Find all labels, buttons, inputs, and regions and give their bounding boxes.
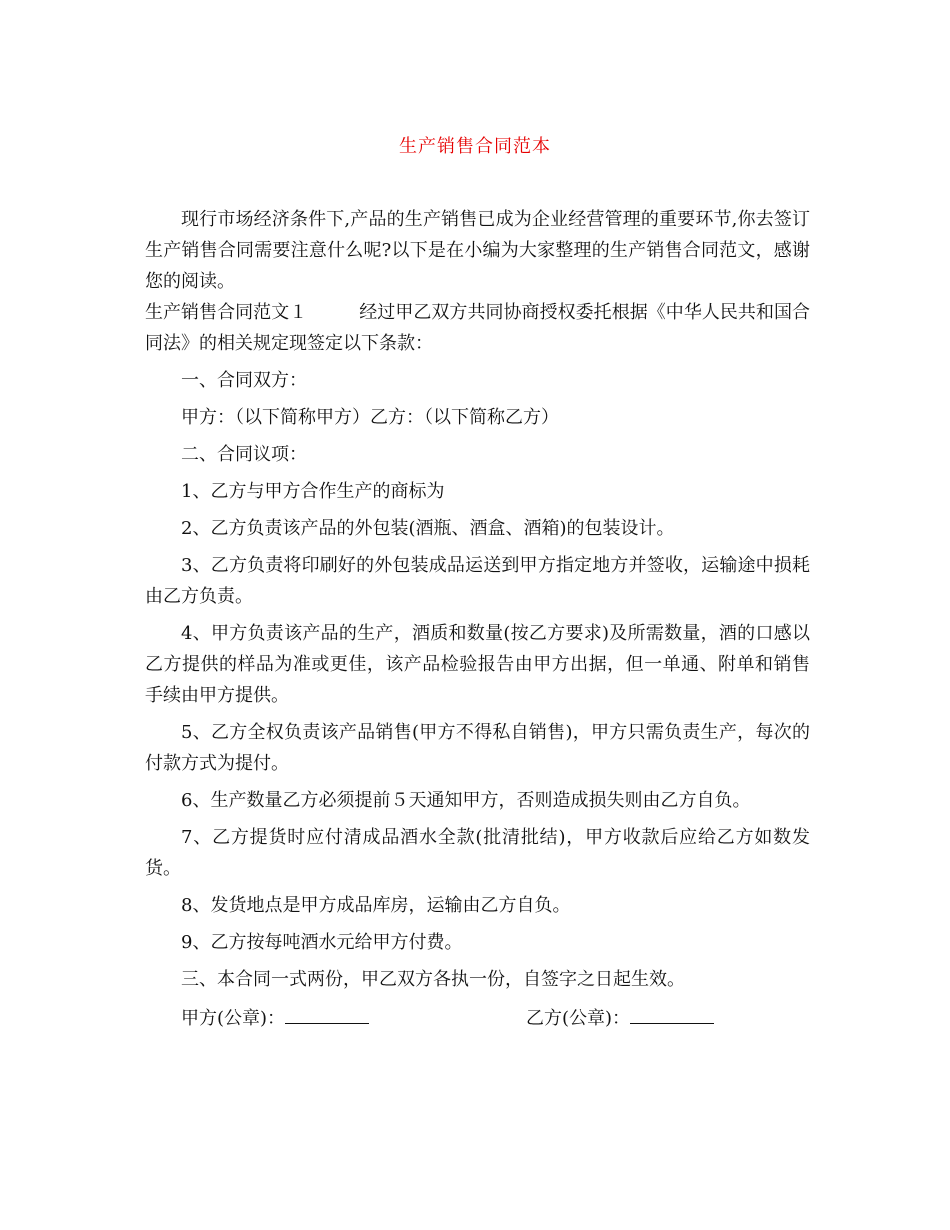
clause-item: 6、生产数量乙方必须提前５天通知甲方，否则造成损失则由乙方自负。	[181, 790, 751, 811]
signature-party-b-blank[interactable]	[630, 1001, 714, 1024]
section2-heading: 二、合同议项：	[181, 444, 307, 465]
parties-line: 甲方：（以下简称甲方）乙方：（以下简称乙方）	[181, 407, 559, 428]
signature-party-a-blank[interactable]	[285, 1001, 369, 1024]
section1-heading: 一、合同双方：	[181, 370, 307, 391]
clause-item: 7、乙方提货时应付清成品酒水全款(批清批结)，甲方收款后应给乙方如数发货。	[145, 827, 810, 879]
clause-item: 8、发货地点是甲方成品库房，运输由乙方自负。	[181, 895, 571, 916]
sample-heading: 生产销售合同范文１	[145, 302, 308, 323]
sample-lead: 经过甲乙双方共同协商授权委托根据《中华人民共和国合同法》的相关规定现签定以下条款：	[145, 302, 811, 354]
clause-item: 4、甲方负责该产品的生产，酒质和数量(按乙方要求)及所需数量，酒的口感以乙方提供的样品为准或更佳，该产品检验报告由甲方出据，但一单通、附单和销售手续由甲方提供。	[145, 623, 810, 706]
signature-party-b	[526, 1001, 714, 1034]
clause-item: 9、乙方按每吨酒水元给甲方付费。	[181, 932, 463, 953]
document-body	[145, 204, 810, 1032]
signature-party-a	[181, 1001, 369, 1034]
section3-paragraph: 三、本合同一式两份，甲乙双方各执一份，自签字之日起生效。	[181, 969, 685, 990]
clause-item: 3、乙方负责将印刷好的外包装成品运送到甲方指定地方并签收，运输途中损耗由乙方负责。	[145, 555, 810, 607]
clause-item: 2、乙方负责该产品的外包装(酒瓶、酒盒、酒箱)的包装设计。	[181, 518, 675, 539]
signature-row	[145, 1001, 810, 1032]
intro-paragraph: 现行市场经济条件下,产品的生产销售已成为企业经营管理的重要环节,你去签订生产销售合同需要注意什么呢?以下是在小编为大家整理的生产销售合同范文，感谢您的阅读。	[145, 209, 810, 292]
clause-item: 1、乙方与甲方合作生产的商标为	[181, 481, 445, 502]
clause-item: 5、乙方全权负责该产品销售(甲方不得私自销售)，甲方只需负责生产，每次的付款方式为提付。	[145, 722, 810, 774]
sample-paragraph	[145, 297, 810, 359]
signature-party-b-label: 乙方(公章)：	[526, 1008, 631, 1029]
document-title: 生产销售合同范本	[399, 136, 551, 157]
signature-party-a-label: 甲方(公章)：	[181, 1008, 286, 1029]
